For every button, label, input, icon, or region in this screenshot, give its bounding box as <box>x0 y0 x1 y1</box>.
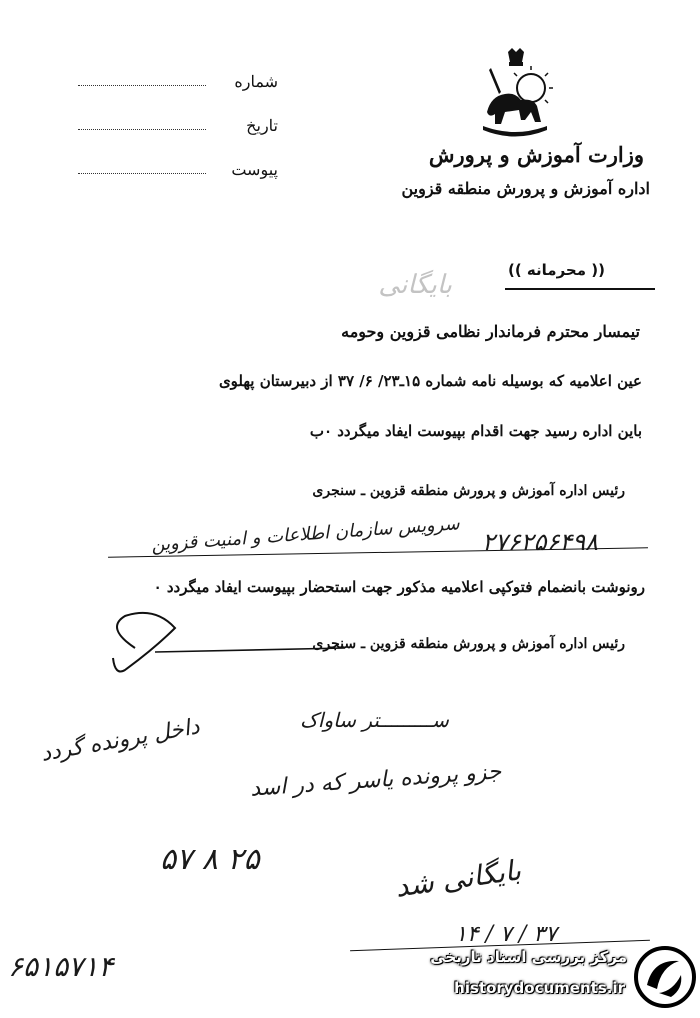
body-line-1: عین اعلامیه که بوسیله نامه شماره ۱۵ـ۲۳/ ۶/ ۳۷ از دبیرستان پهلوی <box>218 372 642 390</box>
bottom-left-number: ۶۵۱۵۷۱۴ <box>8 950 114 983</box>
archive-logo-icon <box>633 945 697 1009</box>
attachment-field <box>78 160 278 182</box>
lion-and-sun-emblem-icon <box>475 48 555 143</box>
number-field <box>78 72 278 94</box>
watermark <box>425 945 697 1009</box>
annotation-top: ســـــــــتر ساواک <box>300 708 449 732</box>
annotation-right: داخل پرونده گردد <box>39 714 202 767</box>
watermark-url: historydocuments.ir <box>454 979 625 997</box>
signature-line-1: رئیس اداره آموزش و پرورش منطقه قزوین ـ سنجری <box>312 483 625 499</box>
office-subtitle: اداره آموزش و پرورش منطقه قزوین <box>401 179 650 198</box>
signature-line-2: رئیس اداره آموزش و پرورش منطقه قزوین ـ سنجری <box>312 636 625 652</box>
handwritten-signature: بایگانی شد <box>393 853 523 904</box>
attachment-label: پیوست <box>231 160 278 179</box>
addressee-line: تیمسار محترم فرماندار نظامی قزوین وحومه <box>341 322 640 341</box>
number-label: شماره <box>234 72 278 91</box>
handwritten-addressee: سرویس سازمان اطلاعات و امنیت قزوین <box>150 513 461 556</box>
signature-scribble <box>95 608 355 678</box>
body-line-2: باین اداره رسید جهت اقدام بپیوست ایفاد میگردد ۰ب <box>309 422 642 440</box>
date-field <box>78 116 278 138</box>
handwritten-number: ۲۷۶۲۵۶۴۹۸ <box>482 528 599 556</box>
classification-underline <box>505 288 655 290</box>
watermark-title: مرکز بررسی اسناد تاریخی <box>430 948 627 966</box>
annotation-date: ۱۴ / ۷ / ۳۷ <box>455 922 557 947</box>
ministry-title: وزارت آموزش و پرورش <box>428 142 644 167</box>
archive-stamp: بایگانی <box>378 270 452 300</box>
annotation-middle: جزو پرونده یاسر که در اسد <box>249 759 503 802</box>
classification-label: (( محرمانه )) <box>508 261 605 279</box>
cc-line: رونوشت بانضمام فتوکپی اعلامیه مذکور جهت استحضار بپیوست ایفاد میگردد ۰ <box>153 578 645 596</box>
date-label: تاریخ <box>246 116 278 135</box>
annotation-numbers: ۵۷ ۸ ۲۵ <box>160 842 260 877</box>
